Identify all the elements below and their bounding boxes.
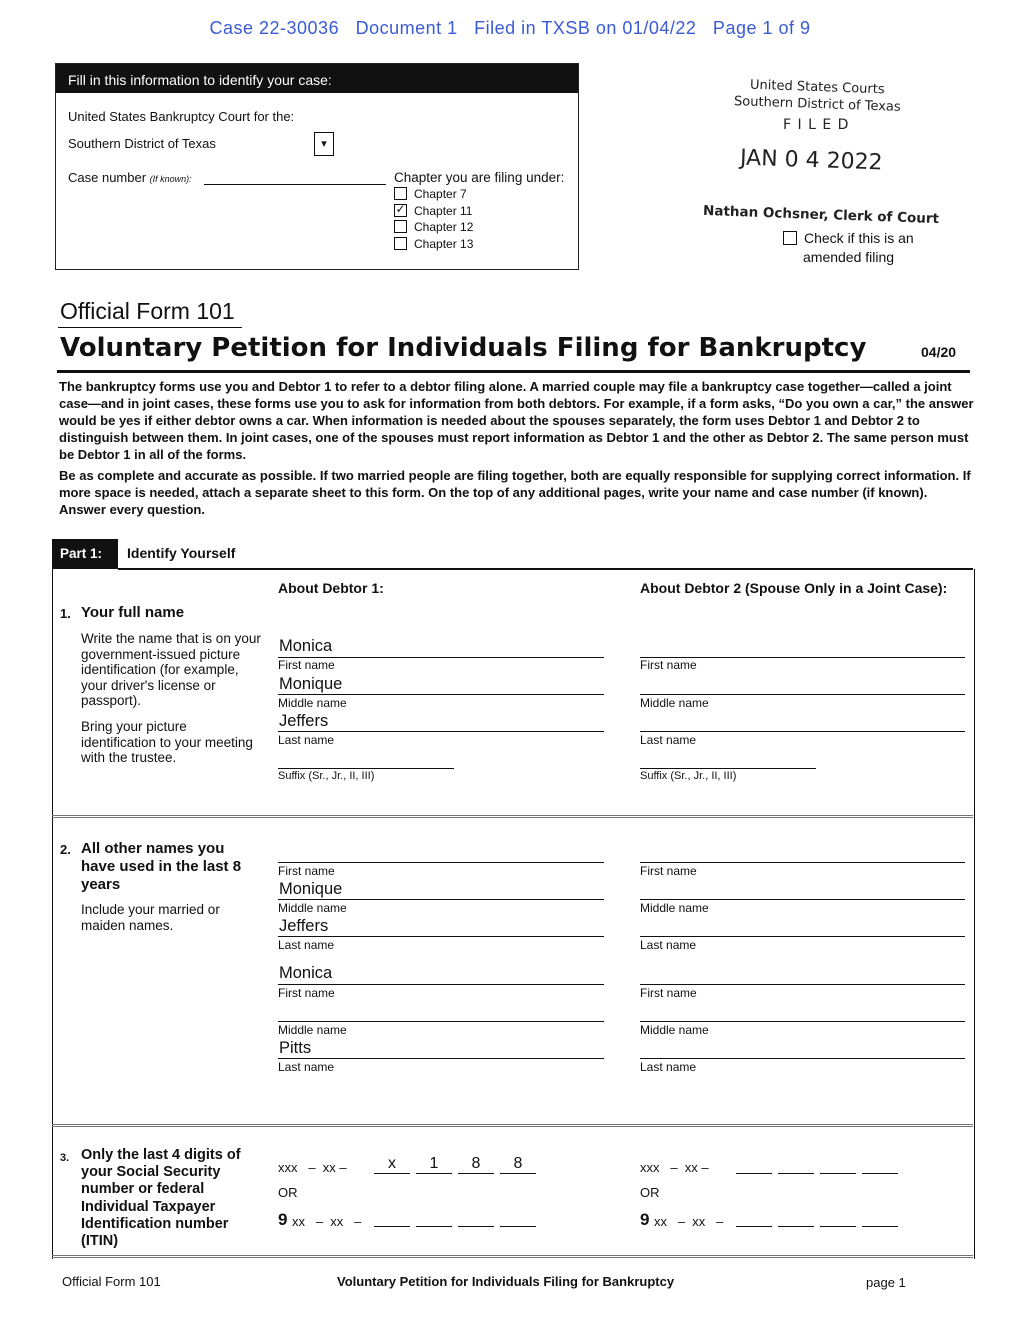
case-info-box	[55, 63, 579, 270]
debtor1-alias1-last-field[interactable]	[278, 936, 604, 937]
debtor2-last-name-label: Last name	[640, 733, 697, 747]
amended-filing-option[interactable]	[783, 230, 914, 246]
debtor2-or-label: OR	[640, 1185, 660, 1200]
form-id-underline	[58, 327, 242, 328]
amended-label-line2: amended filing	[803, 249, 895, 265]
debtor2-itin-digit-1[interactable]	[736, 1226, 772, 1227]
chapter-13-label: Chapter 13	[414, 236, 474, 251]
debtor1-alias2-first-label: First name	[278, 986, 335, 1000]
q1-q2-divider	[52, 815, 973, 818]
debtor2-alias2-first-field[interactable]	[640, 984, 965, 985]
district-value: Southern District of Texas	[68, 136, 216, 151]
debtor1-ssn-digit-2[interactable]: 1	[416, 1155, 452, 1174]
filing-stamp-header: Case 22-30036 Document 1 Filed in TXSB on 01/04/22 Page 1 of 9	[209, 18, 811, 38]
debtor2-alias1-first-label: First name	[640, 864, 697, 878]
amended-label-line1: Check if this is an	[804, 230, 914, 246]
debtor2-middle-name-label: Middle name	[640, 696, 709, 710]
debtor1-alias1-last-label: Last name	[278, 938, 335, 952]
debtor2-suffix-field[interactable]	[640, 768, 816, 769]
debtor1-alias2-middle-label: Middle name	[278, 1023, 347, 1037]
debtor2-alias1-middle-label: Middle name	[640, 901, 709, 915]
debtor2-alias2-middle-field[interactable]	[640, 1021, 965, 1022]
footer-page-number: page 1	[866, 1275, 906, 1290]
q2-q3-divider	[52, 1124, 973, 1127]
q1-description: Write the name that is on your government-issued picture identification (for example, your driver's license or passport).	[81, 631, 261, 708]
debtor2-ssn-digit-4[interactable]	[862, 1173, 898, 1174]
debtor1-itin-digit-4[interactable]	[500, 1226, 536, 1227]
court-stamp-filed: F I L E D	[783, 117, 850, 133]
case-number-label: Case number	[68, 170, 147, 185]
court-stamp-clerk: Nathan Ochsner, Clerk of Court	[702, 202, 940, 228]
amended-checkbox[interactable]	[783, 231, 797, 245]
debtor1-middle-name-value[interactable]: Monique	[279, 675, 343, 693]
q1-number: 1.	[60, 606, 71, 621]
debtor1-alias2-first-value[interactable]: Monica	[279, 964, 333, 982]
chapter-options	[394, 187, 473, 253]
chapter-12-option[interactable]	[394, 220, 473, 237]
form-version: 04/20	[921, 344, 957, 360]
debtor2-alias2-last-field[interactable]	[640, 1058, 965, 1059]
debtor2-first-name-label: First name	[640, 658, 697, 672]
case-info-title: Fill in this information to identify your case:	[56, 64, 578, 93]
debtor1-alias2-last-value[interactable]: Pitts	[279, 1039, 312, 1057]
footer-form-id: Official Form 101	[62, 1274, 161, 1289]
q1-title: Your full name	[81, 604, 185, 621]
court-stamp-date: JAN 0 4 2022	[739, 145, 883, 176]
chapter-13-checkbox[interactable]	[394, 237, 407, 250]
q1-note: Bring your picture identification to your meeting with the trustee.	[81, 719, 253, 765]
debtor2-last-name-field[interactable]	[640, 731, 965, 732]
chapter-11-option[interactable]	[394, 201, 473, 221]
debtor1-alias2-last-label: Last name	[278, 1060, 335, 1074]
debtor2-alias1-last-label: Last name	[640, 938, 697, 952]
debtor2-ssn-digit-2[interactable]	[778, 1173, 814, 1174]
debtor1-first-name-value[interactable]: Monica	[279, 637, 333, 655]
debtor1-itin-prefix: xx – xx –	[292, 1214, 362, 1229]
debtor1-ssn-digit-3[interactable]: 8	[458, 1155, 494, 1174]
debtor2-column-header: About Debtor 2 (Spouse Only in a Joint Case):	[640, 580, 948, 596]
q3-number: 3.	[60, 1152, 70, 1164]
debtor1-itin-nine: 9	[278, 1210, 288, 1229]
debtor2-ssn-digit-3[interactable]	[820, 1173, 856, 1174]
chapter-7-label: Chapter 7	[414, 187, 467, 201]
debtor2-itin-digit-4[interactable]	[862, 1226, 898, 1227]
debtor1-alias2-middle-field[interactable]	[278, 1021, 604, 1022]
debtor1-alias1-middle-field[interactable]	[278, 899, 604, 900]
debtor1-alias2-first-field[interactable]	[278, 984, 604, 985]
intro-paragraph-1: The bankruptcy forms use you and Debtor 1 to refer to a debtor filing alone. A married couple may file a bankruptcy case together—called a joint case—and in joint cases, these forms use you to ask for information from both debtors. For example, if a form asks, “Do you own a car,” the answer would be yes if either debtor owns a car. When information is needed about the spouses separately, the form uses Debtor 1 and Debtor 2 to distinguish between them. In joint cases, one of the spouses must report information as Debtor 1 and the other as Debtor 2. The same person must be Debtor 1 in all of the forms.	[59, 379, 974, 462]
debtor1-alias1-last-value[interactable]: Jeffers	[279, 917, 329, 935]
chapter-11-checkbox[interactable]: ✓	[395, 201, 406, 216]
intro-paragraph-2: Be as complete and accurate as possible. If two married people are filing together, both are equally responsible for supplying correct information. If more space is needed, attach a separate sheet to this form. On the top of any additional pages, write your name and case number (if known). Answer every question.	[59, 468, 971, 517]
debtor2-alias1-middle-field[interactable]	[640, 899, 965, 900]
case-number-note: (If known):	[149, 174, 192, 184]
part1-bottom-rule	[52, 1255, 973, 1258]
debtor2-suffix-label: Suffix (Sr., Jr., II, III)	[640, 770, 737, 782]
chapter-11-label: Chapter 11	[414, 203, 473, 218]
debtor1-or-label: OR	[278, 1185, 298, 1200]
footer-form-title: Voluntary Petition for Individuals Filing for Bankruptcy	[337, 1274, 675, 1289]
part1-title: Identify Yourself	[127, 545, 236, 561]
debtor1-ssn-digits[interactable]	[374, 1155, 536, 1177]
debtor2-ssn-digit-1[interactable]	[736, 1173, 772, 1174]
debtor2-alias2-middle-label: Middle name	[640, 1023, 709, 1037]
debtor1-ssn-prefix: xxx – xx –	[278, 1160, 347, 1175]
court-stamp-line1: United States Courts	[749, 77, 885, 98]
debtor1-suffix-field[interactable]	[278, 768, 454, 769]
debtor1-alias1-middle-label: Middle name	[278, 901, 347, 915]
debtor1-ssn-digit-1[interactable]: x	[374, 1155, 410, 1174]
debtor1-last-name-label: Last name	[278, 733, 335, 747]
debtor1-alias2-last-field[interactable]	[278, 1058, 604, 1059]
chapter-label: Chapter you are filing under:	[394, 170, 565, 185]
debtor2-alias1-last-field[interactable]	[640, 936, 965, 937]
q2-title: All other names you have used in the last 8 years	[81, 840, 242, 893]
chapter-13-option[interactable]	[394, 237, 473, 254]
debtor1-alias1-middle-value[interactable]: Monique	[279, 880, 343, 898]
district-dropdown-icon[interactable]: ▾	[314, 132, 334, 156]
debtor1-last-name-value[interactable]: Jeffers	[279, 712, 329, 730]
debtor1-column-header: About Debtor 1:	[278, 580, 384, 596]
q2-number: 2.	[60, 842, 71, 857]
debtor1-itin-digit-3[interactable]	[458, 1226, 494, 1227]
debtor2-itin-digit-2[interactable]	[778, 1226, 814, 1227]
debtor2-itin-digit-3[interactable]	[820, 1226, 856, 1227]
form-title: Voluntary Petition for Individuals Filing for Bankruptcy	[60, 333, 867, 363]
debtor2-itin-prefix: xx – xx –	[654, 1214, 724, 1229]
debtor1-last-name-field[interactable]	[278, 731, 604, 732]
debtor1-itin-digit-1[interactable]	[374, 1226, 410, 1227]
chapter-7-checkbox[interactable]	[394, 187, 407, 200]
debtor1-itin-digit-2[interactable]	[416, 1226, 452, 1227]
debtor2-alias2-first-label: First name	[640, 986, 697, 1000]
q3-title: Only the last 4 digits of your Social Security number or federal Individual Taxpayer Identification number (ITIN)	[81, 1147, 241, 1250]
chapter-7-option[interactable]	[394, 187, 473, 204]
q2-description: Include your married or maiden names.	[81, 902, 220, 933]
court-label: United States Bankruptcy Court for the:	[68, 109, 295, 124]
debtor2-itin-nine: 9	[640, 1210, 650, 1229]
chapter-12-label: Chapter 12	[414, 220, 474, 234]
debtor1-first-name-label: First name	[278, 658, 335, 672]
debtor1-alias1-first-field[interactable]	[278, 862, 604, 863]
case-number-field[interactable]	[204, 184, 386, 185]
debtor2-alias2-last-label: Last name	[640, 1060, 697, 1074]
title-rule	[57, 370, 970, 373]
form-id: Official Form 101	[60, 298, 235, 324]
part1-tag: Part 1:	[52, 539, 118, 569]
court-stamp-line2: Southern District of Texas	[733, 94, 901, 115]
debtor2-alias1-first-field[interactable]	[640, 862, 965, 863]
debtor1-middle-name-label: Middle name	[278, 696, 347, 710]
debtor1-ssn-digit-4[interactable]: 8	[500, 1155, 536, 1174]
debtor2-ssn-prefix: xxx – xx –	[640, 1160, 709, 1175]
debtor1-alias1-first-label: First name	[278, 864, 335, 878]
chapter-12-checkbox[interactable]	[394, 220, 407, 233]
debtor2-middle-name-field[interactable]	[640, 694, 965, 695]
debtor1-suffix-label: Suffix (Sr., Jr., II, III)	[278, 770, 375, 782]
debtor1-middle-name-field[interactable]	[278, 694, 604, 695]
